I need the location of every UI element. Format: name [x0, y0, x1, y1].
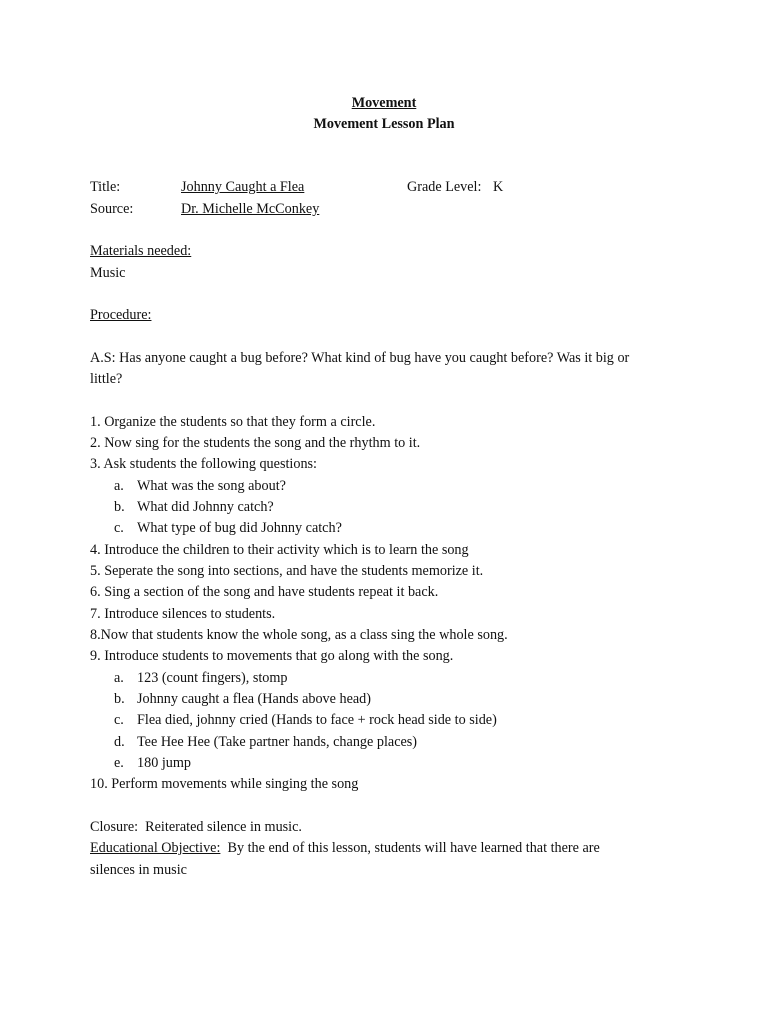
grade-level-value: K — [493, 179, 504, 195]
procedure-step: 7. Introduce silences to students. — [90, 606, 276, 622]
title-value: Johnny Caught a Flea — [181, 179, 305, 195]
list-item-text: Tee Hee Hee (Take partner hands, change places) — [137, 734, 418, 750]
list-item-text: Flea died, johnny cried (Hands to face + rock head side to side) — [137, 712, 497, 728]
objective-text-line-2: silences in music — [90, 862, 187, 878]
procedure-label: Procedure: — [90, 307, 152, 323]
list-marker: b. — [114, 691, 125, 707]
list-marker: a. — [114, 478, 124, 494]
anticipatory-set-line-1: A.S: Has anyone caught a bug before? What kind of bug have you caught before? Was it big or — [90, 350, 630, 366]
list-marker: c. — [114, 712, 124, 728]
movement-item — [90, 753, 690, 774]
closure-row — [90, 817, 302, 838]
list-marker: c. — [114, 520, 124, 536]
closure-label: Closure: — [90, 819, 139, 835]
procedure-step: 8.Now that students know the whole song, as a class sing the whole song. — [90, 627, 508, 643]
objective-text-line-1: By the end of this lesson, students will have learned that there are — [227, 840, 600, 856]
document-heading: Movement — [351, 95, 417, 111]
sub-question-item — [90, 518, 690, 539]
closure-value: Reiterated silence in music. — [145, 819, 302, 835]
materials-value: Music — [90, 265, 126, 281]
grade-level-label: Grade Level: — [407, 179, 482, 195]
procedure-step: 5. Seperate the song into sections, and have the students memorize it. — [90, 563, 484, 579]
procedure-step: 4. Introduce the children to their activity which is to learn the song — [90, 542, 469, 558]
list-item-text: What did Johnny catch? — [137, 499, 274, 515]
procedure-step: 9. Introduce students to movements that go along with the song. — [90, 648, 454, 664]
movement-item — [90, 732, 690, 753]
list-item-text: Johnny caught a flea (Hands above head) — [137, 691, 372, 707]
list-marker: d. — [114, 734, 125, 750]
document-subheading: Movement Lesson Plan — [313, 116, 455, 132]
title-label: Title: — [90, 179, 121, 195]
sub-question-item — [90, 497, 690, 518]
movement-item — [90, 710, 690, 731]
procedure-step: 1. Organize the students so that they form a circle. — [90, 414, 376, 430]
materials-label: Materials needed: — [90, 243, 192, 259]
list-marker: a. — [114, 670, 124, 686]
list-item-text: What type of bug did Johnny catch? — [137, 520, 342, 536]
objective-label: Educational Objective: — [90, 840, 221, 856]
movement-item — [90, 689, 690, 710]
movement-item — [90, 668, 690, 689]
list-item-text: 123 (count fingers), stomp — [137, 670, 288, 686]
procedure-step: 6. Sing a section of the song and have students repeat it back. — [90, 584, 439, 600]
source-label: Source: — [90, 201, 134, 217]
sub-question-item — [90, 476, 690, 497]
procedure-step: 10. Perform movements while singing the song — [90, 776, 359, 792]
list-marker: e. — [114, 755, 124, 771]
list-item-text: 180 jump — [137, 755, 191, 771]
title-row — [90, 177, 690, 198]
list-item-text: What was the song about? — [137, 478, 286, 494]
anticipatory-set-line-2: little? — [90, 371, 123, 387]
source-value: Dr. Michelle McConkey — [181, 201, 320, 217]
procedure-step: 3. Ask students the following questions: — [90, 456, 317, 472]
source-row — [90, 199, 690, 220]
objective-row — [90, 838, 600, 859]
procedure-step: 2. Now sing for the students the song and the rhythm to it. — [90, 435, 421, 451]
list-marker: b. — [114, 499, 125, 515]
